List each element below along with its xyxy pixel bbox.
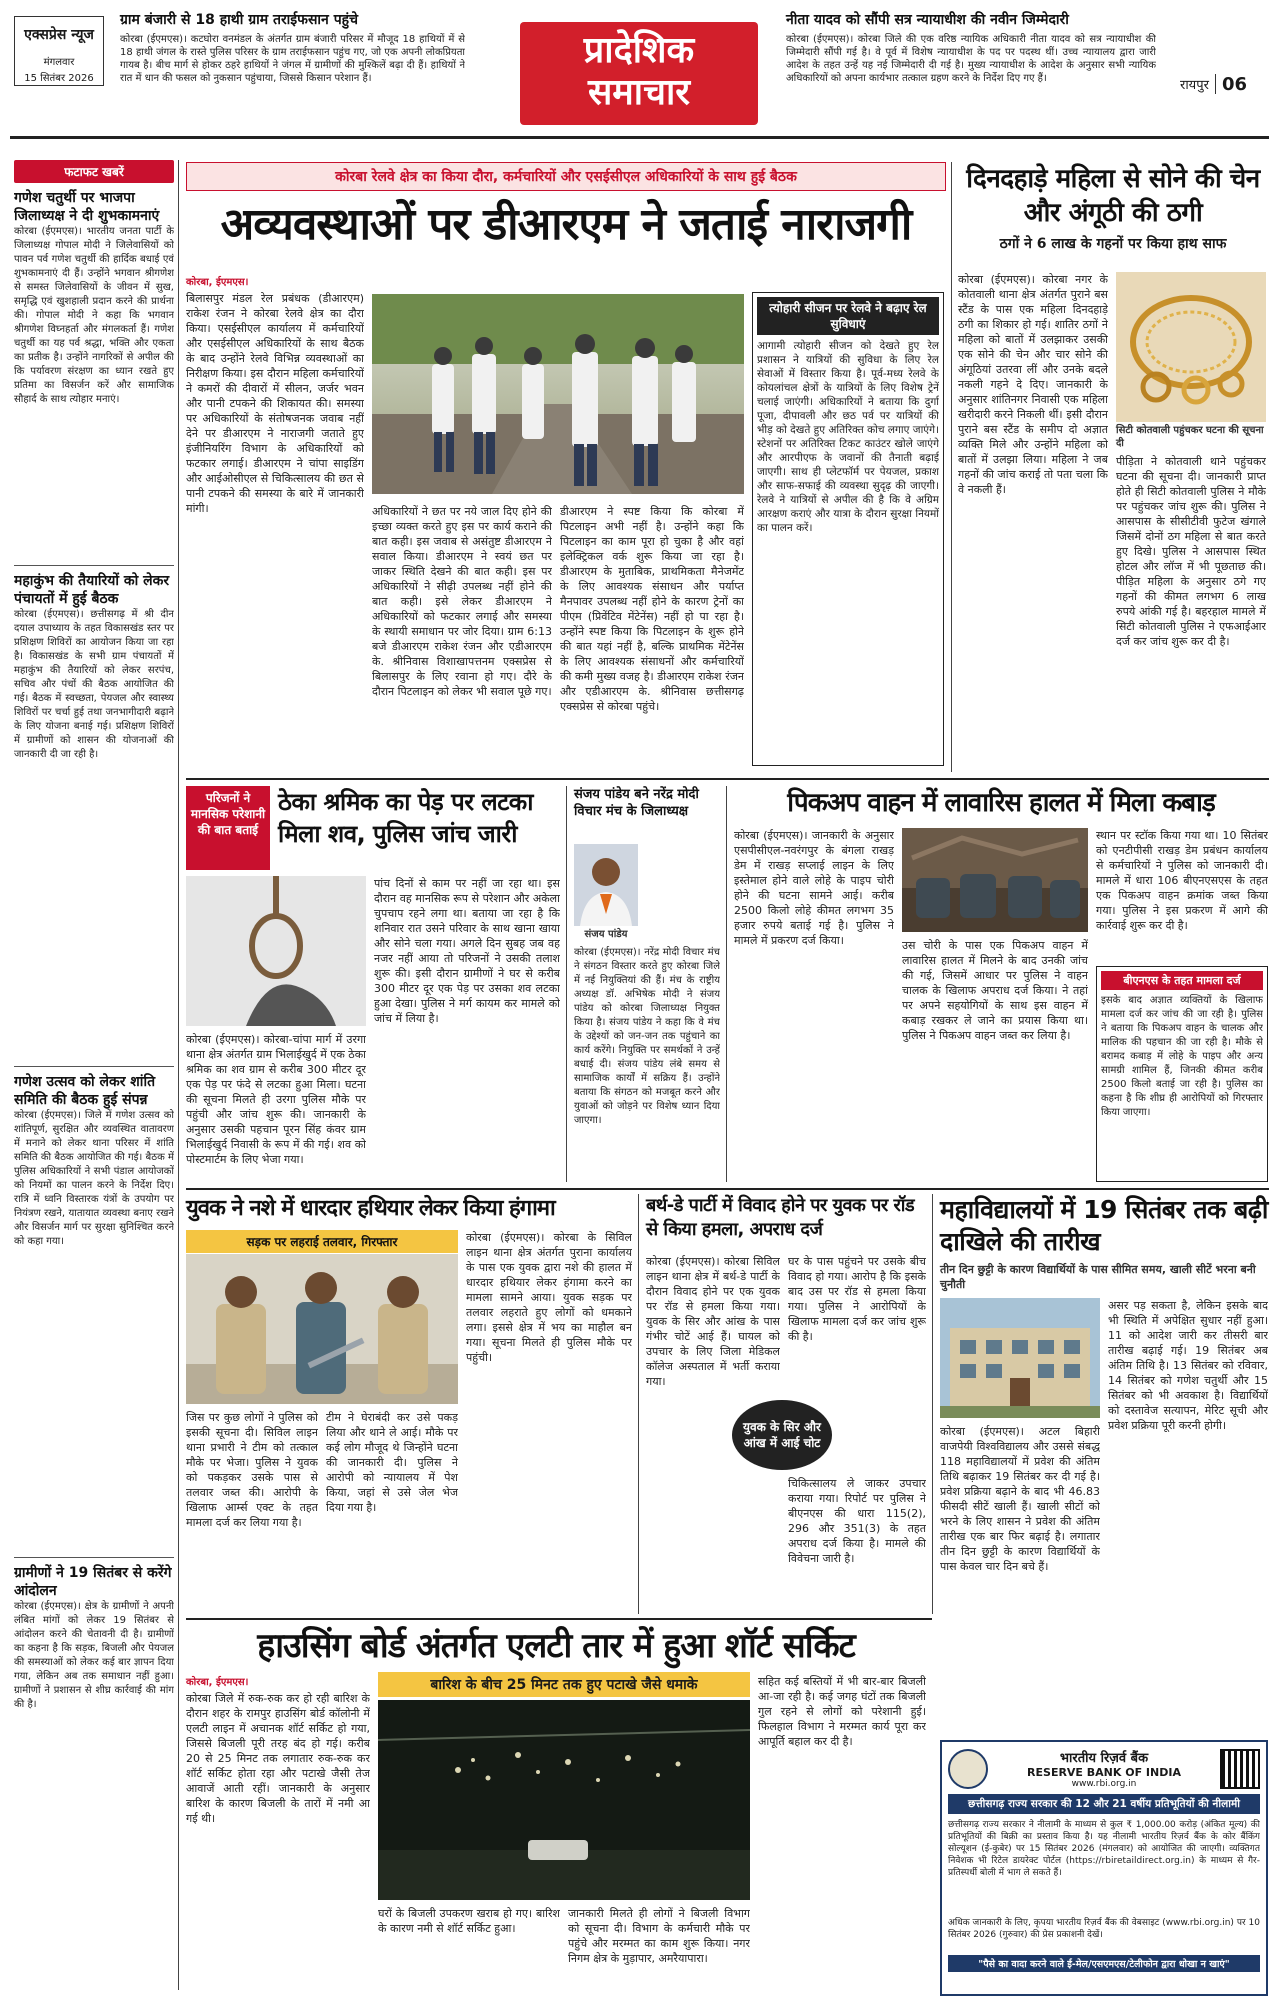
birthday-headline: बर्थ-डे पार्टी में विवाद होने पर युवक पर रॉड से किया हमला, अपराध दर्ज xyxy=(646,1195,915,1240)
weapon-headline: युवक ने नशे में धारदार हथियार लेकर किया हंगामा xyxy=(186,1196,555,1221)
top-right-body: कोरबा (ईएमएस)। कोरबा जिले की एक वरिष्ठ न्यायिक अधिकारी नीता यादव को सत्र न्यायाधीश की जिम्मेदारी सौंपी गई है। वे पूर्व में विशेष न्यायाधीश के पद पर पदस्थ थीं। उच्च न्यायालय द्वारा जारी आदेश के तहत उन्हें यह नई जिम्मेदारी दी गई है। मुख्य न्यायाधीश के आदेश के अनुसार सभी न्यायिक अधिकारियों को अपना कार्यभार तत्काल ग्रहण करने के निर्देश दिए गए हैं। xyxy=(786,34,1156,84)
masthead-rule xyxy=(10,136,1269,139)
lead-story xyxy=(186,162,946,772)
weapon-col-2-text: जिस पर कुछ लोगों ने पुलिस को इसकी सूचना दी। सिविल लाइन थाना प्रभारी ने टीम को तत्काल मौके पर भेजा। पुलिस ने युवक को पकड़कर उसके पास से तलवार जब्त की। आरोपी के खिलाफ आर्म्स एक्ट के तहत मामला दर्ज कर लिया गया है। xyxy=(186,1411,318,1529)
qr-code-icon xyxy=(1220,1749,1260,1789)
hanging-col-1-text: कोरबा (ईएमएस)। कोरबा-चांपा मार्ग में उरगा थाना क्षेत्र अंतर्गत ग्राम भिलाईखुर्द में एक ठेका श्रमिक का शव ग्राम से करीब 300 मीटर दूर एक पेड़ पर फंदे से लटका हुआ मिला। घटना की सूचना मिलते ही उरगा पुलिस मौके पर पहुंची और जांच शुरू की। जानकारी के अनुसार उसकी पहचान पूरन सिंह कंवर ग्राम भिलाईखुर्द निवासी के रूप में की गई। शव को पोस्टमार्टम के लिए भेजा गया। xyxy=(186,1033,366,1166)
housing-col-1 xyxy=(186,1674,370,1994)
college-story xyxy=(940,1194,1268,1734)
short-circuit-night-image xyxy=(378,1700,750,1900)
lead-sidebox-body: आगामी त्योहारी सीजन को देखते हुए रेल प्रशासन ने यात्रियों की सुविधा के लिए रेल सेवाओं में विस्तार किया है। पूर्व-मध्य रेलवे के कोयलांचल क्षेत्रों के यात्रियों के लिए विशेष ट्रेनें चलाई जाएंगी। अधिकारियों ने बताया कि दुर्गा पूजा, दीपावली और छठ पर्व पर यात्रियों की भीड़ को देखते हुए अतिरिक्त कोच लगाए जाएंगे। स्टेशनों पर अतिरिक्त टिकट काउंटर खोले जाएंगे और आरपीएफ के जवानों की तैनाती बढ़ाई जाएगी। साथ ही प्लेटफॉर्म पर पेयजल, प्रकाश और साफ-सफाई की व्यवस्था सुदृढ़ की जाएगी। रेलवे ने यात्रियों से अपील की है कि वे अग्रिम आरक्षण कराएं और यात्रा के दौरान सुरक्षा नियमों का पालन करें। xyxy=(757,340,939,534)
housing-story xyxy=(186,1624,926,1994)
page-number: 06 xyxy=(1221,73,1247,95)
section-banner xyxy=(520,22,758,125)
lead-col-1-text: बिलासपुर मंडल रेल प्रबंधक (डीआरएम) राकेश रंजन ने कोरबा रेलवे क्षेत्र का दौरा किया। एसईसीएल कार्यालय में कर्मचारियों और एसईसीएल अधिकारियों के साथ बैठक के बाद उन्होंने रेलवे विभिन्न व्यवस्थाओं का निरीक्षण किया। इस दौरान महिला कर्मचारियों ने कमरों की दीवारों में सीलन, जर्जर भवन और पानी टपकने की शिकायत की। समस्या पर अधिकारियों के संतोषजनक जवाब नहीं देने पर डीआरएम ने नाराजगी जताते हुए इंजीनियरिंग विभाग के अधिकारियों को फटकार लगाई। डीआरएम ने चांपा साइडिंग और आईओसीएल से चिकित्सालय की छत से पानी टपकने की समस्या के बारे में जानकारी मांगी। xyxy=(186,292,364,515)
sanjay-headline: संजय पांडेय बने नरेंद्र मोदी विचार मंच के जिलाध्यक्ष xyxy=(574,787,699,819)
scrap-col-3-text: स्थान पर स्टॉक किया गया था। 10 सितंबर को एनटीपीसी राखड़ डेम प्रबंधन कार्यालय से कर्मचारियों ने पुलिस को जानकारी दी। मामले में धारा 106 बीएनएसएस के तहत एक पिकअप वाहन क्रमांक जब्त किया गया। पुलिस ने इस प्रकरण में आगे की कार्रवाई शुरू कर दी है। xyxy=(1096,829,1268,932)
housing-col-4-text: सहित कई बस्तियों में भी बार-बार बिजली आ-जा रही है। कई जगह घंटों तक बिजली गुल रहने से लोगों को परेशानी हुई। फिलहाल विभाग ने मरम्मत कार्य पूरा कर आपूर्ति बहाल कर दी है। xyxy=(758,1675,926,1748)
college-building-image xyxy=(940,1298,1100,1418)
weapon-right-rule xyxy=(638,1194,639,1614)
noose-photo xyxy=(186,876,366,1026)
lead-col-2 xyxy=(372,504,552,766)
lead-col-3-text: डीआरएम ने स्पष्ट किया कि कोरबा में पिटलाइन अभी नहीं है। उन्होंने कहा कि पिटलाइन का काम पूरा हो चुका है और वहां इलेक्ट्रिकल वर्क शुरू किया जा रहा है। डीआरएम के मुताबिक, प्राथमिकता मैनेजमेंट के लिए आवश्यक संसाधन और पर्याप्त मैनपावर उपलब्ध नहीं होने के कारण ट्रेनों का पीएम (प्रिवेंटिव मेंटेनेंस) नहीं हो पा रहा है। उन्होंने स्पष्ट किया कि पिटलाइन के शुरू होने की बात यहां नहीं है, बल्कि प्राथमिक मेंटेनेंस के लिए आवश्यक संसाधनों और कर्मचारियों की कमी मुख्य वजह है। डीआरएम राकेश रंजन और एडीआरएम के. श्रीनिवास छत्तीसगढ़ एक्सप्रेस से कोरबा पहुंचे। xyxy=(560,505,744,713)
hanging-right-rule xyxy=(566,786,567,1182)
sanjay-caption: संजय पांडेय xyxy=(584,929,628,940)
sanjay-photo xyxy=(574,844,638,926)
band-rule-3 xyxy=(186,1618,932,1620)
weapon-col-1-text: कोरबा (ईएमएस)। कोरबा के सिविल लाइन थाना क्षेत्र अंतर्गत पुराना कार्यालय के पास एक युवक द्वारा नशे की हालत में धारदार हथियार लेकर हंगामा करने का मामला सामने आया। युवक सड़क पर तलवार लहराते हुए लोगों को धमकाने लगा। इससे क्षेत्र में भय का माहौल बन गया। सूचना मिलते ही पुलिस मौके पर पहुंची। xyxy=(466,1231,632,1364)
rbi-advertisement xyxy=(940,1740,1268,1996)
rbi-footer: "पैसे का वादा करने वाले ई-मेल/एसएमएस/टेलीफोन द्वारा धोखा न खाएं" xyxy=(948,1955,1260,1972)
sidebar-divider xyxy=(14,565,174,566)
birthday-col-2 xyxy=(788,1254,926,1394)
lead-photo xyxy=(372,294,744,494)
birthday-tag: युवक के सिर और आंख में आई चोट xyxy=(732,1400,832,1470)
college-headline: महाविद्यालयों में 19 सितंबर तक बढ़ी दाखिले की तारीख xyxy=(940,1195,1268,1256)
rbi-title xyxy=(994,1748,1214,1789)
sidebar-item-body: कोरबा (ईएमएस)। छत्तीसगढ़ में श्री दीन दयाल उपाध्याय के तहत विकासखंड स्तर पर प्रशिक्षण शिविरों का आयोजन किया जा रहा है। विकासखंड के सभी ग्राम पंचायतों में महाकुंभ की तैयारियों को लेकर सरपंच, सचिव और पंचों की बैठक आयोजित की गई। बैठक में स्वच्छता, पेयजल और स्वास्थ्य शिविरों पर चर्चा हुई तथा जनभागीदारी बढ़ाने के लिए योजना बनाई गई। प्रशिक्षण शिविरों में ग्रामीणों को शासन की योजनाओं की जानकारी दी जा रही है। xyxy=(14,609,174,760)
weapon-photo xyxy=(186,1254,458,1404)
sanjay-body-wrap xyxy=(574,946,720,1182)
housing-col-1-text: कोरबा जिले में रुक-रुक कर हो रही बारिश के दौरान शहर के रामपुर हाउसिंग बोर्ड कॉलोनी में एलटी लाइन में अचानक शॉर्ट सर्किट हो गया, जिससे बिजली पूरी तरह बंद हो गई। करीब 20 से 25 मिनट तक लगातार रुक-रुक कर शॉर्ट सर्किट होता रहा और पटाखे जैसी तेज आवाजें आती रहीं। जानकारी के अनुसार बारिश के कारण बिजली के तारों में नमी आ गई थी। xyxy=(186,1692,370,1825)
college-col-2-text: असर पड़ सकता है, लेकिन इसके बाद भी स्थिति में अपेक्षित सुधार नहीं हुआ। 11 को आदेश जारी कर तीसरी बार तारीख बढ़ाई गई। 19 सितंबर अब अंतिम तिथि है। 13 सितंबर को रविवार, 14 सितंबर को गणेश चतुर्थी और 15 सितंबर को भी अवकाश है। विद्यार्थियों को दस्तावेज सत्यापन, मेरिट सूची और प्रवेश प्रक्रिया पूरी करनी होगी। xyxy=(1108,1299,1268,1432)
hanging-headline: ठेका श्रमिक का पेड़ पर लटका मिला शव, पुलिस जांच जारी xyxy=(278,788,533,848)
hanging-story xyxy=(186,786,560,1182)
sidebar-item-headline: महाकुंभ की तैयारियों को लेकर पंचायतों में हुई बैठक xyxy=(14,573,170,607)
lead-kicker: कोरबा रेलवे क्षेत्र का किया दौरा, कर्मचारियों और एसईसीएल अधिकारियों के साथ हुई बैठक xyxy=(186,162,946,191)
theft-headline: दिनदहाड़े महिला से सोने की चेन और अंगूठी की ठगी xyxy=(966,164,1260,228)
housing-dateline: कोरबा, ईएमएस। xyxy=(186,1677,249,1688)
rbi-more: अधिक जानकारी के लिए, कृपया भारतीय रिज़र्व बैंक की वेबसाइट (www.rbi.org.in) पर 10 सितंबर 2026 (गुरुवार) की प्रेस प्रकाशनी देखें। xyxy=(948,1918,1260,1940)
sidebar-item-headline: गणेश उत्सव को लेकर शांति समिति की बैठक हुई संपन्न xyxy=(14,1074,156,1108)
college-subhead: तीन दिन छुट्टी के कारण विद्यार्थियों के पास सीमित समय, खाली सीटें भरना बनी चुनौती xyxy=(940,1263,1256,1291)
lead-sidebox xyxy=(752,292,944,766)
police-arrest-image xyxy=(186,1254,458,1404)
top-right-story xyxy=(786,10,1156,120)
college-col-2 xyxy=(1108,1298,1268,1734)
day: मंगलवार xyxy=(43,57,75,68)
sidebar-item-body: कोरबा (ईएमएस)। क्षेत्र के ग्रामीणों ने अपनी लंबित मांगों को लेकर 19 सितंबर से आंदोलन करने की चेतावनी दी है। ग्रामीणों का कहना है कि सड़क, बिजली और पेयजल की समस्याओं को लेकर कई बार ज्ञापन दिया गया, लेकिन अब तक समाधान नहीं हुआ। ग्रामीणों ने प्रशासन से शीघ्र कार्रवाई की मांग की है। xyxy=(14,1601,174,1710)
lead-sidebox-title: त्योहारी सीजन पर रेलवे ने बढ़ाए रेल सुविधाएं xyxy=(757,297,939,335)
weapon-col-2 xyxy=(186,1410,318,1614)
rbi-header xyxy=(948,1748,1260,1789)
jewelry-caption: सिटी कोतवाली पहुंचकर घटना की सूचना दी xyxy=(1116,425,1264,449)
sanjay-story xyxy=(574,786,720,1182)
weapon-col-3 xyxy=(326,1410,458,1614)
sidebar-rule xyxy=(178,160,179,1990)
birthday-col-3 xyxy=(788,1476,926,1614)
theft-col-2-text: पीड़िता ने कोतवाली थाने पहुंचकर घटना की सूचना दी। जानकारी प्राप्त होते ही सिटी कोतवाली पुलिस ने मौके पर पहुंचकर जांच शुरू की। पुलिस ने आसपास के सीसीटीवी फुटेज खंगाले जिसमें दोनों ठग महिला से बात करते हुए दिखे। पुलिस ने आसपास स्थित होटल और लॉज में भी पूछताछ की। पीड़ित महिला के अनुसार ठगे गए गहनों की कीमत लगभग 6 लाख रुपये आंकी गई है। बहरहाल मामले में सिटी कोतवाली पुलिस ने एफआईआर दर्ज कर जांच शुरू कर दी है। xyxy=(1116,455,1266,648)
housing-photo xyxy=(378,1700,750,1900)
date: 15 सितंबर 2026 xyxy=(24,73,94,84)
housing-col-3 xyxy=(568,1906,750,1994)
sidebar-item xyxy=(14,572,174,1058)
college-col-1-text: कोरबा (ईएमएस)। अटल बिहारी वाजपेयी विश्वविद्यालय और उससे संबद्ध 118 महाविद्यालयों में प्रवेश की अंतिम तिथि बढ़ाकर 19 सितंबर कर दी गई है। प्रवेश प्रक्रिया बढ़ाने के बाद भी 46.83 फीसदी सीटें खाली हैं। खाली सीटों को भरने के लिए शासन ने प्रवेश की अंतिम तारीख एक बार फिर बढ़ाई है। लगातार तीन दिन छुट्टी के कारण विद्यार्थियों के पास केवल चार दिन बचे हैं। xyxy=(940,1425,1100,1573)
scrap-image xyxy=(902,828,1088,932)
sanjay-body: कोरबा (ईएमएस)। नरेंद्र मोदी विचार मंच ने संगठन विस्तार करते हुए कोरबा जिले में नई नियुक्तियां की हैं। मंच के राष्ट्रीय अध्यक्ष डॉ. अभिषेक मोदी ने संजय पांडेय को कोरबा जिलाध्यक्ष नियुक्त किया है। संजय पांडेय ने कहा कि वे मंच के उद्देश्यों को जन-जन तक पहुंचाने का कार्य करेंगे। नियुक्ति पर समर्थकों ने उन्हें बधाई दी। संजय पांडेय लंबे समय से सामाजिक कार्यों में सक्रिय हैं। उन्होंने बताया कि संगठन को मजबूत करने और युवाओं को जोड़ने पर विशेष ध्यान दिया जाएगा। xyxy=(574,947,720,1126)
sidebar-item xyxy=(14,1073,174,1549)
scrap-col-1-text: कोरबा (ईएमएस)। जानकारी के अनुसार एसपीसीएल-नवरंगपुर के बंगला राखड़ डेम में राखड़ सप्लाई लाइन के लिए इस्तेमाल होने वाले लोहे के पाइप चोरी होने की घटना सामने आई। करीब 2500 किलो लोहे कीमत लगभग 35 हजार रुपये बताई गई है। पुलिस ने मामले में प्रकरण दर्ज किया। xyxy=(734,829,894,947)
railway-inspection-image xyxy=(372,294,744,494)
sidebar-item-body: कोरबा (ईएमएस)। भारतीय जनता पार्टी के जिलाध्यक्ष गोपाल मोदी ने जिलेवासियों को पावन पर्व गणेश चतुर्थी की हार्दिक बधाई एवं शुभकामनाएं दी हैं। उन्होंने भगवान श्रीगणेश से समस्त जिलेवासियों के जीवन में सुख, समृद्धि एवं खुशहाली प्रदान करने की प्रार्थना की। गोपाल मोदी ने कहा कि भगवान श्रीगणेश विघ्नहर्ता और मंगलकर्ता हैं। गणेश चतुर्थी का यह पर्व श्रद्धा, भक्ति और एकता का प्रतीक है। उन्होंने नागरिकों से अपील की कि पर्यावरण संरक्षण का ध्यान रखते हुए प्रतिमा का विसर्जन करें और सामाजिक सौहार्द के साथ त्योहार मनाएं। xyxy=(14,226,174,405)
rbi-body: छत्तीसगढ़ राज्य सरकार ने नीलामी के माध्यम से कुल ₹ 1,000.00 करोड़ (अंकित मूल्य) की प्रतिभूतियों की बिक्री का प्रस्ताव किया है। यह नीलामी भारतीय रिज़र्व बैंक के कोर बैंकिंग सोल्यूशन (ई-कुबेर) पर 15 सितंबर 2026 (मंगलवार) को आयोजित की जाएगी। व्यक्तिगत निवेशक भी रिटेल डायरेक्ट पोर्टल (https://rbiretaildirect.org.in) के माध्यम से गैर-प्रतिस्पर्धी बोली में भाग ले सकते हैं। xyxy=(948,1820,1260,1878)
sidebar-label: फटाफट खबरें xyxy=(14,160,174,183)
top-right-headline: नीता यादव को सौंपी सत्र न्यायाधीश की नवीन जिम्मेदारी xyxy=(786,12,1069,28)
sidebar-divider xyxy=(14,1066,174,1067)
hanging-col-1 xyxy=(186,1032,366,1182)
sidebar-item-headline: ग्रामीणों ने 19 सितंबर से करेंगे आंदोलन xyxy=(14,1565,172,1599)
sidebar-item-headline: गणेश चतुर्थी पर भाजपा जिलाध्यक्ष ने दी शुभकामनाएं xyxy=(14,190,160,224)
birthday-col-3-text: चिकित्सालय ले जाकर उपचार कराया गया। रिपोर्ट पर पुलिस ने बीएनएस की धारा 115(2), 296 और 351(3) के तहत अपराध दर्ज किया है। मामले की विवेचना जारी है। xyxy=(788,1477,926,1565)
top-left-body: कोरबा (ईएमएस)। कटघोरा वनमंडल के अंतर्गत ग्राम बंजारी परिसर में मौजूद 18 हाथियों में से 18 हाथी जंगल के रास्ते पुलिस परिसर के ग्राम तराईफसान पहुंच गए, जो एक अपनी लोकप्रियता गायब है। बीच मार्ग से होकर ठहरे हाथियों ने जंगल में ग्रामीणों की मुश्किलें बढ़ा दी हैं। हाथियों ने रात में धान की फसल को नुकसान पहुंचाया, जिससे किसान परेशान हैं। xyxy=(120,34,465,84)
theft-col-1 xyxy=(958,272,1108,768)
scrap-photo xyxy=(902,828,1088,932)
theft-story xyxy=(958,162,1268,772)
birthday-story xyxy=(646,1194,926,1614)
birthday-right-rule xyxy=(932,1194,933,1614)
scrap-tag: बीएनएस के तहत मामला दर्ज xyxy=(1101,971,1263,990)
scrap-headline: पिकअप वाहन में लावारिस हालत में मिला कबाड़ xyxy=(787,788,1215,818)
scrap-col-1 xyxy=(734,828,894,1078)
section-title: प्रादेशिक समाचार xyxy=(583,30,695,113)
housing-headline: हाउसिंग बोर्ड अंतर्गत एलटी तार में हुआ शॉर्ट सर्किट xyxy=(257,1626,855,1666)
brand-box xyxy=(14,16,104,86)
lead-col-1 xyxy=(186,274,364,766)
birthday-col-1-text: कोरबा (ईएमएस)। कोरबा सिविल लाइन थाना क्षेत्र में बर्थ-डे पार्टी के दौरान विवाद होने पर एक युवक पर रॉड से हमला किया गया। युवक के सिर और आंख के पास गंभीर चोटें आई हैं। घायल को उपचार के लिए जिला मेडिकल कॉलेज अस्पताल में भर्ती कराया गया। xyxy=(646,1255,780,1388)
sidebar-item-body: कोरबा (ईएमएस)। जिले में गणेश उत्सव को शांतिपूर्ण, सुरक्षित और व्यवस्थित वातावरण में मनाने को लेकर थाना परिसर में शांति समिति की बैठक आयोजित की गई। बैठक में पुलिस अधिकारियों ने सभी पंडाल आयोजकों को नियमों का पालन करने के निर्देश दिए। रात्रि में ध्वनि विस्तारक यंत्रों के उपयोग पर नियंत्रण रखने, यातायात व्यवस्था बनाए रखने और विसर्जन मार्ग पर सुरक्षा सुनिश्चित करने को कहा गया। xyxy=(14,1110,174,1247)
hanging-col-2 xyxy=(374,876,560,1182)
jewelry-photo xyxy=(1116,272,1266,422)
lead-col-2-text: अधिकारियों ने छत पर नये जाल दिए होने की इच्छा व्यक्त करते हुए इस पर कार्य कराने की बात कही। इस जवाब से असंतुष्ट डीआरएम ने सवाल किया। डीआरएम ने स्वयं छत पर जाकर स्थिति देखने की बात कही। इस पर अधिकारियों ने सीढ़ी उपलब्ध नहीं होने की बात कही। इसे लेकर डीआरएम ने अधिकारियों को फटकार लगाई और समस्या के स्थायी समाधान पर जोर दिया। ग्राम 6:13 बजे डीआरएम राकेश रंजन और एडीआरएम के. श्रीनिवास विशाखापत्तनम एक्सप्रेस से बिलासपुर के लिए रवाना हो गए। दौरे के दौरान पिटलाइन को लेकर भी सवाल पूछे गए। xyxy=(372,505,552,698)
scrap-col-2-text: उस चोरी के पास एक पिकअप वाहन में लावारिस हालत में मिलने के बाद उनकी जांच की गई, जिसमें आधार पर पुलिस ने वाहन चालक के खिलाफ अपराध दर्ज किया। ने तहां पर अपने सहयोगियों के साथ इस वाहन में कबाड़ रखकर ले जाने का प्रयास किया था। पुलिस ने पिकअप वाहन जब्त कर लिया है। xyxy=(902,939,1088,1042)
scrap-box-body: इसके बाद अज्ञात व्यक्तियों के खिलाफ मामला दर्ज कर जांच की जा रही है। पुलिस ने बताया कि पिकअप वाहन के चालक और मालिक की पहचान की जा रही है। मौके से बरामद कबाड़ में लोहे के पाइप और अन्य सामग्री शामिल हैं, जिनकी कीमत करीब 2500 किलो बताई जा रही है। पुलिस का कहना है कि शीघ्र ही आरोपियों को गिरफ्तार किया जाएगा। xyxy=(1101,995,1263,1118)
scrap-box xyxy=(1096,966,1268,1182)
weapon-col-3-text: टीम ने घेराबंदी कर उसे पकड़ लिया और थाने ले आई। मौके पर कई लोग मौजूद थे जिन्होंने घटना की जानकारी दी। पुलिस ने आरोपी को न्यायालय में पेश किया, जहां से उसे जेल भेज दिया गया है। xyxy=(326,1411,458,1514)
gold-jewelry-image xyxy=(1116,272,1266,422)
page-folio xyxy=(1180,72,1270,96)
weapon-story xyxy=(186,1194,632,1614)
sidebar xyxy=(14,160,174,1990)
lead-right-rule xyxy=(951,162,952,772)
hanging-tag: परिजनों ने मानसिक परेशानी की बात बताई xyxy=(186,786,270,870)
lead-headline: अव्यवस्थाओं पर डीआरएम ने जताई नाराजगी xyxy=(220,199,912,250)
rbi-title-en: RESERVE BANK OF INDIA xyxy=(1027,1766,1181,1779)
weapon-subhead: सड़क पर लहराई तलवार, गिरफ्तार xyxy=(186,1230,458,1253)
sanjay-right-rule xyxy=(726,786,727,1182)
rbi-notice-title: छत्तीसगढ़ राज्य सरकार की 12 और 21 वर्षीय प्रतिभूतियों की नीलामी xyxy=(948,1794,1260,1814)
sidebar-item xyxy=(14,189,174,557)
rbi-title-hi: भारतीय रिज़र्व बैंक xyxy=(1059,1751,1149,1766)
rbi-website: www.rbi.org.in xyxy=(1071,1779,1137,1789)
housing-col-2-text: घरों के बिजली उपकरण खराब हो गए। बारिश के कारण नमी से शॉर्ट सर्किट हुआ। xyxy=(378,1907,560,1935)
band-rule-2 xyxy=(186,1188,1269,1190)
scrap-col-2 xyxy=(902,938,1088,1182)
top-left-story xyxy=(120,10,465,120)
theft-col-2 xyxy=(1116,454,1266,768)
scrap-col-3 xyxy=(1096,828,1268,958)
weapon-col-1 xyxy=(466,1230,632,1614)
folio-divider xyxy=(1215,74,1216,94)
top-left-headline: ग्राम बंजारी से 18 हाथी ग्राम तराईफसान पहुंचे xyxy=(120,12,358,28)
noose-image xyxy=(186,876,366,1026)
housing-col-3-text: जानकारी मिलते ही लोगों ने बिजली विभाग को सूचना दी। विभाग के कर्मचारी मौके पर पहुंचे और मरम्मत का काम शुरू किया। नगर निगम क्षेत्र के मुड़ापार, अमरैयापारा। xyxy=(568,1907,750,1965)
birthday-col-2-text: घर के पास पहुंचने पर उसके बीच विवाद हो गया। आरोप है कि इसके बाद उस पर रॉड से हमला किया गया। पुलिस ने आरोपियों के खिलाफ मामला दर्ज कर जांच शुरू की है। xyxy=(788,1255,926,1343)
housing-col-4 xyxy=(758,1674,926,1994)
theft-subhead: ठगों ने 6 लाख के गहनों पर किया हाथ साफ xyxy=(999,236,1227,252)
lead-col-3 xyxy=(560,504,744,766)
city-name: रायपुर xyxy=(1180,78,1209,93)
scrap-story xyxy=(734,786,1268,1182)
portrait-image xyxy=(574,844,638,926)
sidebar-divider xyxy=(14,1557,174,1558)
sidebar-item xyxy=(14,1564,174,1930)
college-photo xyxy=(940,1298,1100,1418)
masthead xyxy=(0,0,1279,135)
rbi-emblem-icon xyxy=(948,1749,988,1789)
theft-col-1-text: कोरबा (ईएमएस)। कोरबा नगर के कोतवाली थाना क्षेत्र अंतर्गत पुराने बस स्टैंड के पास एक महिला दिनदहाड़े ठगी का शिकार हो गई। शातिर ठगों ने महिला को बातों में उलझाकर उसकी एक सोने की चेन और चार सोने की अंगूठियां उतरवा लीं और उनके बदले नकली गहने दे दिए। जानकारी के अनुसार शांतिनगर निवासी एक महिला खरीदारी करने निकली थीं। इसी दौरान पुराने बस स्टैंड के समीप दो अज्ञात व्यक्ति मिले और उन्होंने महिला को बातों में उलझा लिया। महिला ने जब गहनों की जांच कराई तो पता चला कि वे नकली हैं। xyxy=(958,273,1108,496)
band-rule-1 xyxy=(186,778,1269,780)
hanging-col-2-text: पांच दिनों से काम पर नहीं जा रहा था। इस दौरान वह मानसिक रूप से परेशान और अकेला चुपचाप रहने लगा था। बताया जा रहा है कि शनिवार रात उसने परिवार के साथ खाना खाया और सोने चला गया। अगले दिन सुबह जब वह नजर नहीं आया तो परिजनों ने उसकी तलाश शुरू की। इसी दौरान ग्रामीणों ने घर से करीब 300 मीटर दूर एक पेड़ पर उसका शव लटका हुआ देखा। पुलिस ने मर्ग कायम कर मामले को जांच में लिया है। xyxy=(374,877,560,1025)
housing-col-2 xyxy=(378,1906,560,1994)
brand-name: एक्सप्रेस न्यूज xyxy=(24,27,94,43)
housing-subhead: बारिश के बीच 25 मिनट तक हुए पटाखे जैसे धमाके xyxy=(378,1672,750,1697)
lead-dateline: कोरबा, ईएमएस। xyxy=(186,277,249,288)
college-col-1 xyxy=(940,1424,1100,1734)
